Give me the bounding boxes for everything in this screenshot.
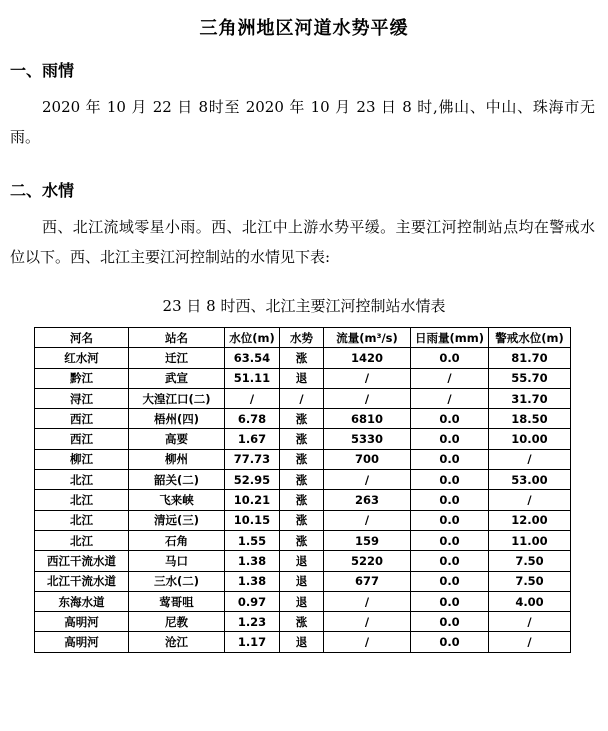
cell-river: 北江 bbox=[35, 510, 129, 530]
cell-station: 飞来峡 bbox=[129, 490, 225, 510]
table-caption: 23 日 8 时西、北江主要江河控制站水情表 bbox=[162, 297, 446, 315]
cell-river: 黔江 bbox=[35, 368, 129, 388]
cell-water-level: 1.17 bbox=[225, 632, 280, 652]
cell-water-level: 52.95 bbox=[225, 470, 280, 490]
cell-flow: 1420 bbox=[324, 348, 411, 368]
header-water-level: 水位(m) bbox=[225, 328, 280, 348]
cell-water-level: 1.38 bbox=[225, 551, 280, 571]
header-station: 站名 bbox=[129, 328, 225, 348]
cell-station: 韶关(二) bbox=[129, 470, 225, 490]
cell-daily-rainfall: 0.0 bbox=[411, 571, 489, 591]
water-status-table bbox=[34, 327, 571, 653]
cell-station: 沧江 bbox=[129, 632, 225, 652]
cell-river: 北江 bbox=[35, 470, 129, 490]
cell-water-level: 1.67 bbox=[225, 429, 280, 449]
cell-trend: 涨 bbox=[280, 409, 324, 429]
cell-flow: / bbox=[324, 388, 411, 408]
header-warning-level: 警戒水位(m) bbox=[489, 328, 571, 348]
table-row bbox=[35, 490, 571, 510]
cell-trend: 涨 bbox=[280, 530, 324, 550]
cell-trend: / bbox=[280, 388, 324, 408]
cell-daily-rainfall: 0.0 bbox=[411, 348, 489, 368]
cell-daily-rainfall: 0.0 bbox=[411, 510, 489, 530]
cell-daily-rainfall: 0.0 bbox=[411, 449, 489, 469]
header-flow: 流量(m³/s) bbox=[324, 328, 411, 348]
cell-warning-level: / bbox=[489, 612, 571, 632]
cell-flow: / bbox=[324, 368, 411, 388]
cell-flow: 6810 bbox=[324, 409, 411, 429]
cell-river: 高明河 bbox=[35, 632, 129, 652]
cell-station: 迁江 bbox=[129, 348, 225, 368]
cell-flow: / bbox=[324, 470, 411, 490]
table-row bbox=[35, 409, 571, 429]
header-trend: 水势 bbox=[280, 328, 324, 348]
cell-warning-level: 18.50 bbox=[489, 409, 571, 429]
cell-water-level: 51.11 bbox=[225, 368, 280, 388]
cell-trend: 涨 bbox=[280, 470, 324, 490]
cell-flow: / bbox=[324, 510, 411, 530]
table-row bbox=[35, 348, 571, 368]
cell-station: 马口 bbox=[129, 551, 225, 571]
cell-warning-level: 53.00 bbox=[489, 470, 571, 490]
cell-warning-level: / bbox=[489, 449, 571, 469]
cell-flow: 677 bbox=[324, 571, 411, 591]
cell-flow: 700 bbox=[324, 449, 411, 469]
cell-daily-rainfall: 0.0 bbox=[411, 551, 489, 571]
cell-river: 东海水道 bbox=[35, 591, 129, 611]
table-row bbox=[35, 388, 571, 408]
cell-river: 西江 bbox=[35, 429, 129, 449]
cell-warning-level: 10.00 bbox=[489, 429, 571, 449]
cell-river: 柳江 bbox=[35, 449, 129, 469]
cell-warning-level: 11.00 bbox=[489, 530, 571, 550]
cell-warning-level: 4.00 bbox=[489, 591, 571, 611]
table-row bbox=[35, 571, 571, 591]
cell-river: 红水河 bbox=[35, 348, 129, 368]
cell-station: 武宣 bbox=[129, 368, 225, 388]
cell-trend: 涨 bbox=[280, 429, 324, 449]
cell-flow: 159 bbox=[324, 530, 411, 550]
cell-daily-rainfall: 0.0 bbox=[411, 490, 489, 510]
cell-station: 高要 bbox=[129, 429, 225, 449]
table-row bbox=[35, 470, 571, 490]
cell-water-level: 1.55 bbox=[225, 530, 280, 550]
cell-flow: 5220 bbox=[324, 551, 411, 571]
table-row bbox=[35, 591, 571, 611]
cell-warning-level: 12.00 bbox=[489, 510, 571, 530]
table-row bbox=[35, 530, 571, 550]
cell-water-level: 77.73 bbox=[225, 449, 280, 469]
cell-warning-level: 7.50 bbox=[489, 551, 571, 571]
cell-trend: 涨 bbox=[280, 510, 324, 530]
cell-station: 清远(三) bbox=[129, 510, 225, 530]
table-header-row bbox=[35, 328, 571, 348]
table-row bbox=[35, 368, 571, 388]
cell-station: 柳州 bbox=[129, 449, 225, 469]
cell-trend: 退 bbox=[280, 551, 324, 571]
rainfall-paragraph: 2020 年 10 月 22 日 8时至 2020 年 10 月 23 日 8 时,佛山、中山、珠海市无雨。 bbox=[10, 98, 595, 146]
cell-warning-level: 81.70 bbox=[489, 348, 571, 368]
cell-flow: / bbox=[324, 591, 411, 611]
cell-water-level: 10.15 bbox=[225, 510, 280, 530]
cell-water-level: 10.21 bbox=[225, 490, 280, 510]
cell-trend: 涨 bbox=[280, 449, 324, 469]
cell-station: 石角 bbox=[129, 530, 225, 550]
cell-warning-level: 31.70 bbox=[489, 388, 571, 408]
cell-station: 尼教 bbox=[129, 612, 225, 632]
cell-trend: 退 bbox=[280, 571, 324, 591]
header-river: 河名 bbox=[35, 328, 129, 348]
cell-water-level: 1.38 bbox=[225, 571, 280, 591]
table-row bbox=[35, 551, 571, 571]
cell-river: 北江 bbox=[35, 530, 129, 550]
water-paragraph: 西、北江流域零星小雨。西、北江中上游水势平缓。主要江河控制站点均在警戒水位以下。西、北江主要江河控制站的水情见下表: bbox=[10, 218, 595, 266]
cell-river: 高明河 bbox=[35, 612, 129, 632]
cell-flow: 5330 bbox=[324, 429, 411, 449]
cell-trend: 涨 bbox=[280, 348, 324, 368]
cell-station: 大湟江口(二) bbox=[129, 388, 225, 408]
cell-warning-level: / bbox=[489, 632, 571, 652]
cell-water-level: 6.78 bbox=[225, 409, 280, 429]
cell-flow: / bbox=[324, 612, 411, 632]
cell-river: 浔江 bbox=[35, 388, 129, 408]
cell-water-level: 1.23 bbox=[225, 612, 280, 632]
cell-station: 三水(二) bbox=[129, 571, 225, 591]
cell-flow: / bbox=[324, 632, 411, 652]
cell-trend: 退 bbox=[280, 368, 324, 388]
page-title: 三角洲地区河道水势平缓 bbox=[199, 18, 409, 39]
cell-warning-level: 55.70 bbox=[489, 368, 571, 388]
cell-trend: 涨 bbox=[280, 490, 324, 510]
cell-trend: 退 bbox=[280, 591, 324, 611]
cell-daily-rainfall: 0.0 bbox=[411, 591, 489, 611]
header-daily-rainfall: 日雨量(mm) bbox=[411, 328, 489, 348]
cell-daily-rainfall: / bbox=[411, 368, 489, 388]
cell-daily-rainfall: 0.0 bbox=[411, 612, 489, 632]
cell-warning-level: 7.50 bbox=[489, 571, 571, 591]
cell-river: 北江 bbox=[35, 490, 129, 510]
table-row bbox=[35, 632, 571, 652]
cell-trend: 退 bbox=[280, 632, 324, 652]
section-heading-rainfall: 一、雨情 bbox=[10, 61, 75, 80]
cell-river: 西江 bbox=[35, 409, 129, 429]
cell-river: 西江干流水道 bbox=[35, 551, 129, 571]
cell-daily-rainfall: 0.0 bbox=[411, 530, 489, 550]
cell-river: 北江干流水道 bbox=[35, 571, 129, 591]
cell-station: 莺哥咀 bbox=[129, 591, 225, 611]
cell-daily-rainfall: 0.0 bbox=[411, 429, 489, 449]
table-row bbox=[35, 510, 571, 530]
cell-water-level: 63.54 bbox=[225, 348, 280, 368]
cell-water-level: / bbox=[225, 388, 280, 408]
cell-trend: 涨 bbox=[280, 612, 324, 632]
cell-daily-rainfall: 0.0 bbox=[411, 470, 489, 490]
cell-daily-rainfall: / bbox=[411, 388, 489, 408]
cell-water-level: 0.97 bbox=[225, 591, 280, 611]
table-row bbox=[35, 612, 571, 632]
cell-station: 梧州(四) bbox=[129, 409, 225, 429]
cell-daily-rainfall: 0.0 bbox=[411, 632, 489, 652]
table-row bbox=[35, 449, 571, 469]
cell-warning-level: / bbox=[489, 490, 571, 510]
table-row bbox=[35, 429, 571, 449]
cell-daily-rainfall: 0.0 bbox=[411, 409, 489, 429]
cell-flow: 263 bbox=[324, 490, 411, 510]
section-heading-water: 二、水情 bbox=[10, 181, 75, 200]
